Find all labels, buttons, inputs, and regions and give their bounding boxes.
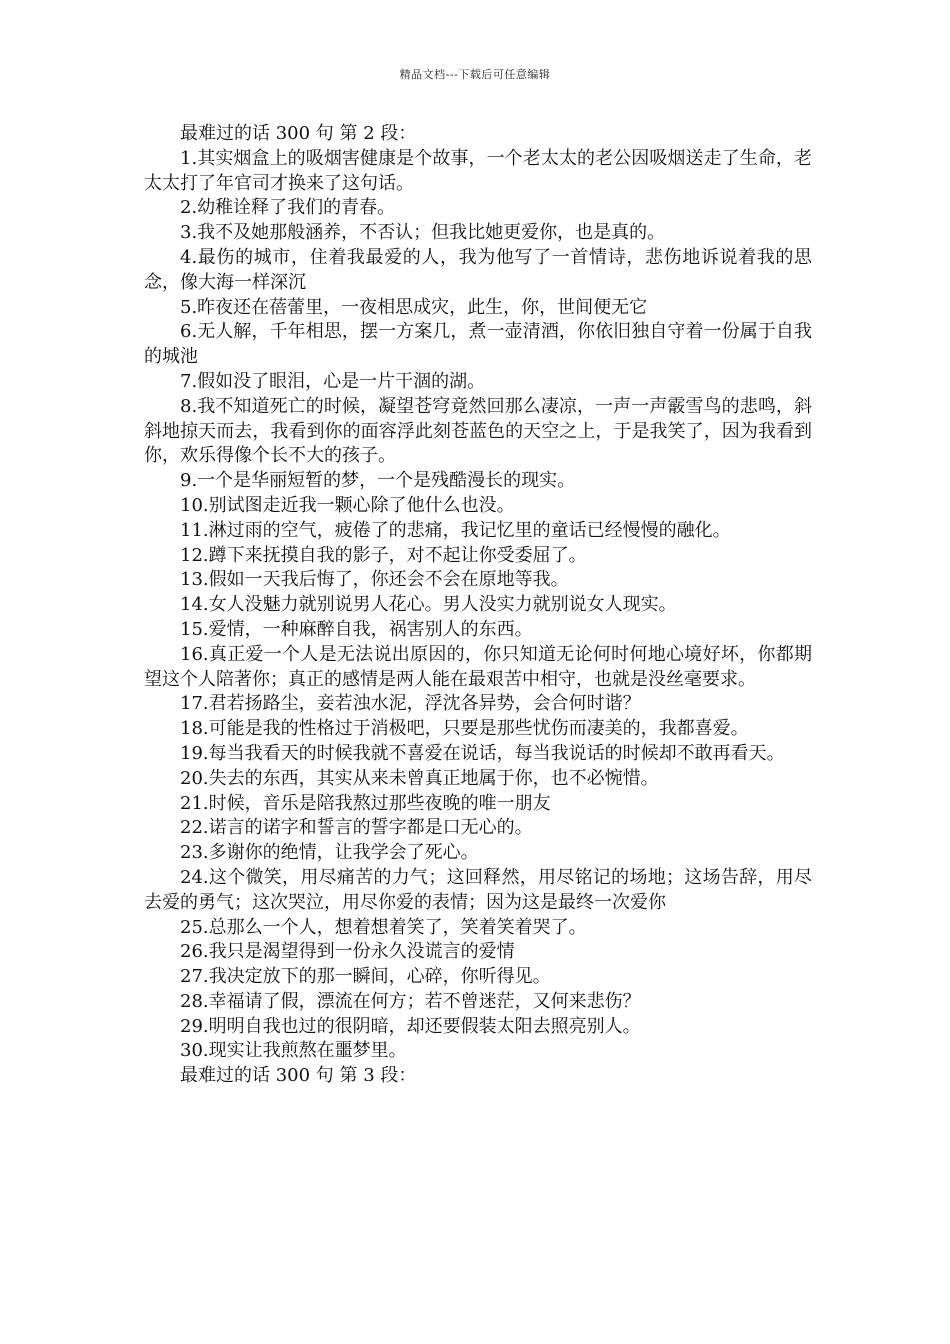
quote-item: 30.现实让我煎熬在噩梦里。: [180, 1040, 407, 1062]
section-title: 最难过的话 300 句 第 3 段：: [180, 1065, 417, 1087]
quote-item: 7.假如没了眼泪，心是一片干涸的湖。: [180, 370, 486, 392]
quote-list: [144, 147, 812, 1064]
quote-item: 4.最伤的城市，住着我最爱的人，我为他写了一首情诗，悲伤地诉说着我的思念，像大海一样深沉: [144, 246, 812, 293]
quote-item: 15.爱情，一种麻醉自我，祸害别人的东西。: [180, 618, 533, 640]
quote-item: 18.可能是我的性格过于消极吧，只要是那些忧伤而凄美的，我都喜爱。: [180, 718, 749, 740]
quote-item: 22.诺言的诺字和誓言的誓字都是口无心的。: [180, 817, 533, 839]
quote-item: 28.幸福请了假，漂流在何方；若不曾迷茫，又何来悲伤？: [180, 990, 641, 1012]
quote-item: 11.淋过雨的空气，疲倦了的悲痛，我记忆里的童话已经慢慢的融化。: [180, 519, 731, 541]
quote-item: 24.这个微笑，用尽痛苦的力气；这回释然，用尽铭记的场地；这场告辞，用尽去爱的勇气；这次哭泣，用尽你爱的表情；因为这是最终一次爱你: [144, 866, 812, 913]
quote-item: 2.幼稚诠释了我们的青春。: [180, 197, 396, 219]
quote-item: 16.真正爱一个人是无法说出原因的，你只知道无论何时何地心境好坏，你都期望这个人陪著你；真正的感情是两人能在最艰苦中相守，也就是没丝毫要求。: [144, 643, 812, 690]
quote-item: 8.我不知道死亡的时候，凝望苍穹竟然回那么凄凉，一声一声霰雪鸟的悲鸣，斜斜地掠天而去，我看到你的面容浮此刻苍蓝色的天空之上，于是我笑了，因为我看到你，欢乐得像个长不大的孩子。: [144, 395, 812, 467]
quote-item: 23.多谢你的绝情，让我学会了死心。: [180, 842, 479, 864]
quote-item: 13.假如一天我后悔了，你还会不会在原地等我。: [180, 569, 569, 591]
quote-item: 21.时候，音乐是陪我熬过那些夜晚的唯一朋友: [180, 792, 551, 814]
quote-item: 20.失去的东西，其实从来未曾真正地属于你，也不必惋惜。: [180, 767, 659, 789]
section-title: 最难过的话 300 句 第 2 段：: [180, 123, 417, 144]
quote-item: 29.明明自我也过的很阴暗，却还要假装太阳去照亮别人。: [180, 1015, 641, 1037]
quote-item: 14.女人没魅力就别说男人花心。男人没实力就别说女人现实。: [180, 594, 677, 616]
quote-item: 5.昨夜还在蓓蕾里，一夜相思成灾，此生，你，世间便无它: [180, 296, 648, 318]
document-body: [144, 122, 812, 1089]
quote-item: 25.总那么一个人，想着想着笑了，笑着笑着哭了。: [180, 916, 587, 938]
quote-item: 6.无人解，千年相思，摆一方案几，煮一壶清酒，你依旧独自守着一份属于自我的城池: [144, 321, 812, 368]
quote-item: 26.我只是渴望得到一份永久没谎言的爱情: [180, 941, 515, 963]
quote-item: 19.每当我看天的时候我就不喜爱在说话，每当我说话的时候却不敢再看天。: [180, 742, 785, 764]
quote-item: 1.其实烟盒上的吸烟害健康是个故事，一个老太太的老公因吸烟送走了生命，老太太打了年官司才换来了这句话。: [144, 147, 812, 194]
quote-item: 27.我决定放下的那一瞬间，心碎，你听得见。: [180, 966, 551, 988]
quote-item: 9.一个是华丽短暂的梦，一个是残酷漫长的现实。: [180, 470, 576, 492]
quote-item: 12.蹲下来抚摸自我的影子，对不起让你受委屈了。: [180, 544, 587, 566]
page-header: 精品文档---下载后可任意编辑: [399, 68, 551, 81]
quote-item: 10.别试图走近我一颗心除了他什么也没。: [180, 494, 515, 516]
quote-item: 3.我不及她那般涵养，不否认；但我比她更爱你，也是真的。: [180, 222, 666, 244]
quote-item: 17.君若扬路尘，妾若浊水泥，浮沈各异势，会合何时谐？: [180, 693, 641, 715]
